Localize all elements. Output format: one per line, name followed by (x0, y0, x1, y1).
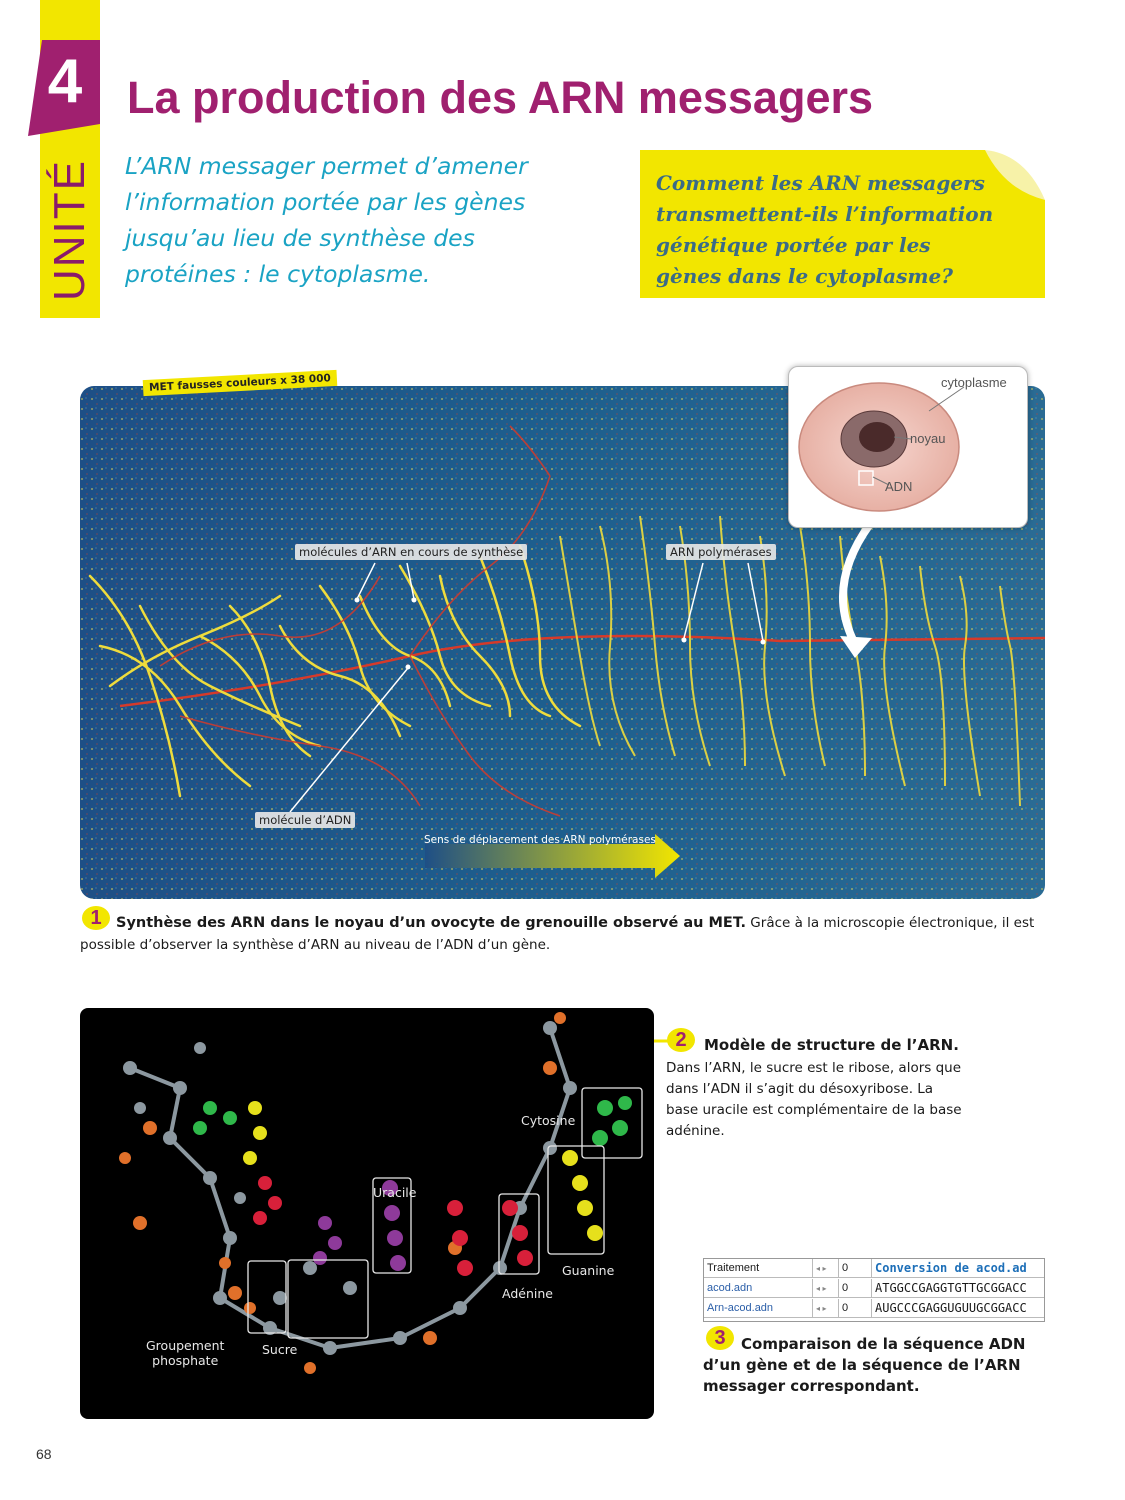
seq-pos: 0 (839, 1299, 872, 1318)
label-uracile: Uracile (373, 1185, 417, 1200)
table-row (704, 1299, 1044, 1319)
seq-arrows: ◂ ▸ (813, 1279, 839, 1298)
doc2-number: 2 (667, 1028, 695, 1052)
magnification-tag: MET fausses couleurs x 38 000 (143, 370, 337, 396)
doc3-number: 3 (706, 1326, 734, 1350)
label-cytosine: Cytosine (521, 1113, 576, 1128)
label-sucre: Sucre (262, 1342, 298, 1357)
label-direction: Sens de déplacement des ARN polymérases (424, 834, 656, 846)
label-dna: molécule d’ADN (255, 812, 355, 828)
seq-name: acod.adn (704, 1279, 813, 1298)
cell-inset (788, 366, 1028, 528)
question-text: Comment les ARN messagers transmettent-ils l’information génétique portée par les gènes dans le cytoplasme? (656, 171, 994, 288)
table-row (704, 1279, 1044, 1299)
inset-label-nucleus: noyau (910, 431, 946, 446)
page-number: 68 (36, 1446, 52, 1462)
table-row (704, 1259, 1044, 1279)
seq-pos: 0 (839, 1279, 872, 1298)
label-rna-synthesis: molécules d’ARN en cours de synthèse (295, 544, 527, 560)
doc1-caption-text: Grâce à la microscopie électronique, il est possible d’observer la synthèse d’ARN au niveau de l’ADN d’un gène. (80, 915, 1035, 953)
seq-data: AUGCCCGAGGUGUUGCGGACC (872, 1299, 1044, 1318)
label-polymerases: ARN polymérases (666, 544, 776, 560)
doc1-caption (80, 912, 1040, 956)
unit-number: 4 (47, 47, 83, 116)
sequence-table (703, 1258, 1045, 1322)
inset-label-cytoplasm: cytoplasme (941, 375, 1007, 390)
seq-pos: 0 (839, 1259, 872, 1278)
seq-arrows: ◂ ▸ (813, 1299, 839, 1318)
intro-text: L’ARN messager permet d’amener l’information portée par les gènes jusqu’au lieu de synthèse des protéines : le cytoplasme. (125, 152, 528, 288)
label-phosphate: Groupement phosphate (146, 1338, 225, 1368)
label-guanine: Guanine (562, 1263, 615, 1278)
seq-name: Arn-acod.adn (704, 1299, 813, 1318)
seq-data: Conversion de acod.ad (872, 1259, 1044, 1278)
doc1-number: 1 (82, 906, 110, 930)
page-title: La production des ARN messagers (127, 72, 874, 123)
doc2-title: Modèle de structure de l’ARN. (704, 1036, 959, 1054)
label-adenine: Adénine (502, 1286, 553, 1301)
doc3-title: Comparaison de la séquence ADN d’un gène et de la séquence de l’ARN messager correspondant. (703, 1335, 1026, 1395)
seq-arrows: ◂ ▸ (813, 1259, 839, 1278)
seq-data: ATGGCCGAGGTGTTGCGGACC (872, 1279, 1044, 1298)
rna-model-image (80, 1008, 654, 1419)
doc2-text: Dans l’ARN, le sucre est le ribose, alors que dans l’ADN il s’agit du désoxyribose. La base uracile est complémentaire de la base adénine. (666, 1060, 962, 1139)
unit-label: UNITÉ (45, 159, 94, 301)
doc1-caption-title: Synthèse des ARN dans le noyau d’un ovocyte de grenouille observé au MET. (116, 915, 747, 931)
seq-name: Traitement (704, 1259, 813, 1278)
inset-label-dna: ADN (885, 479, 913, 494)
